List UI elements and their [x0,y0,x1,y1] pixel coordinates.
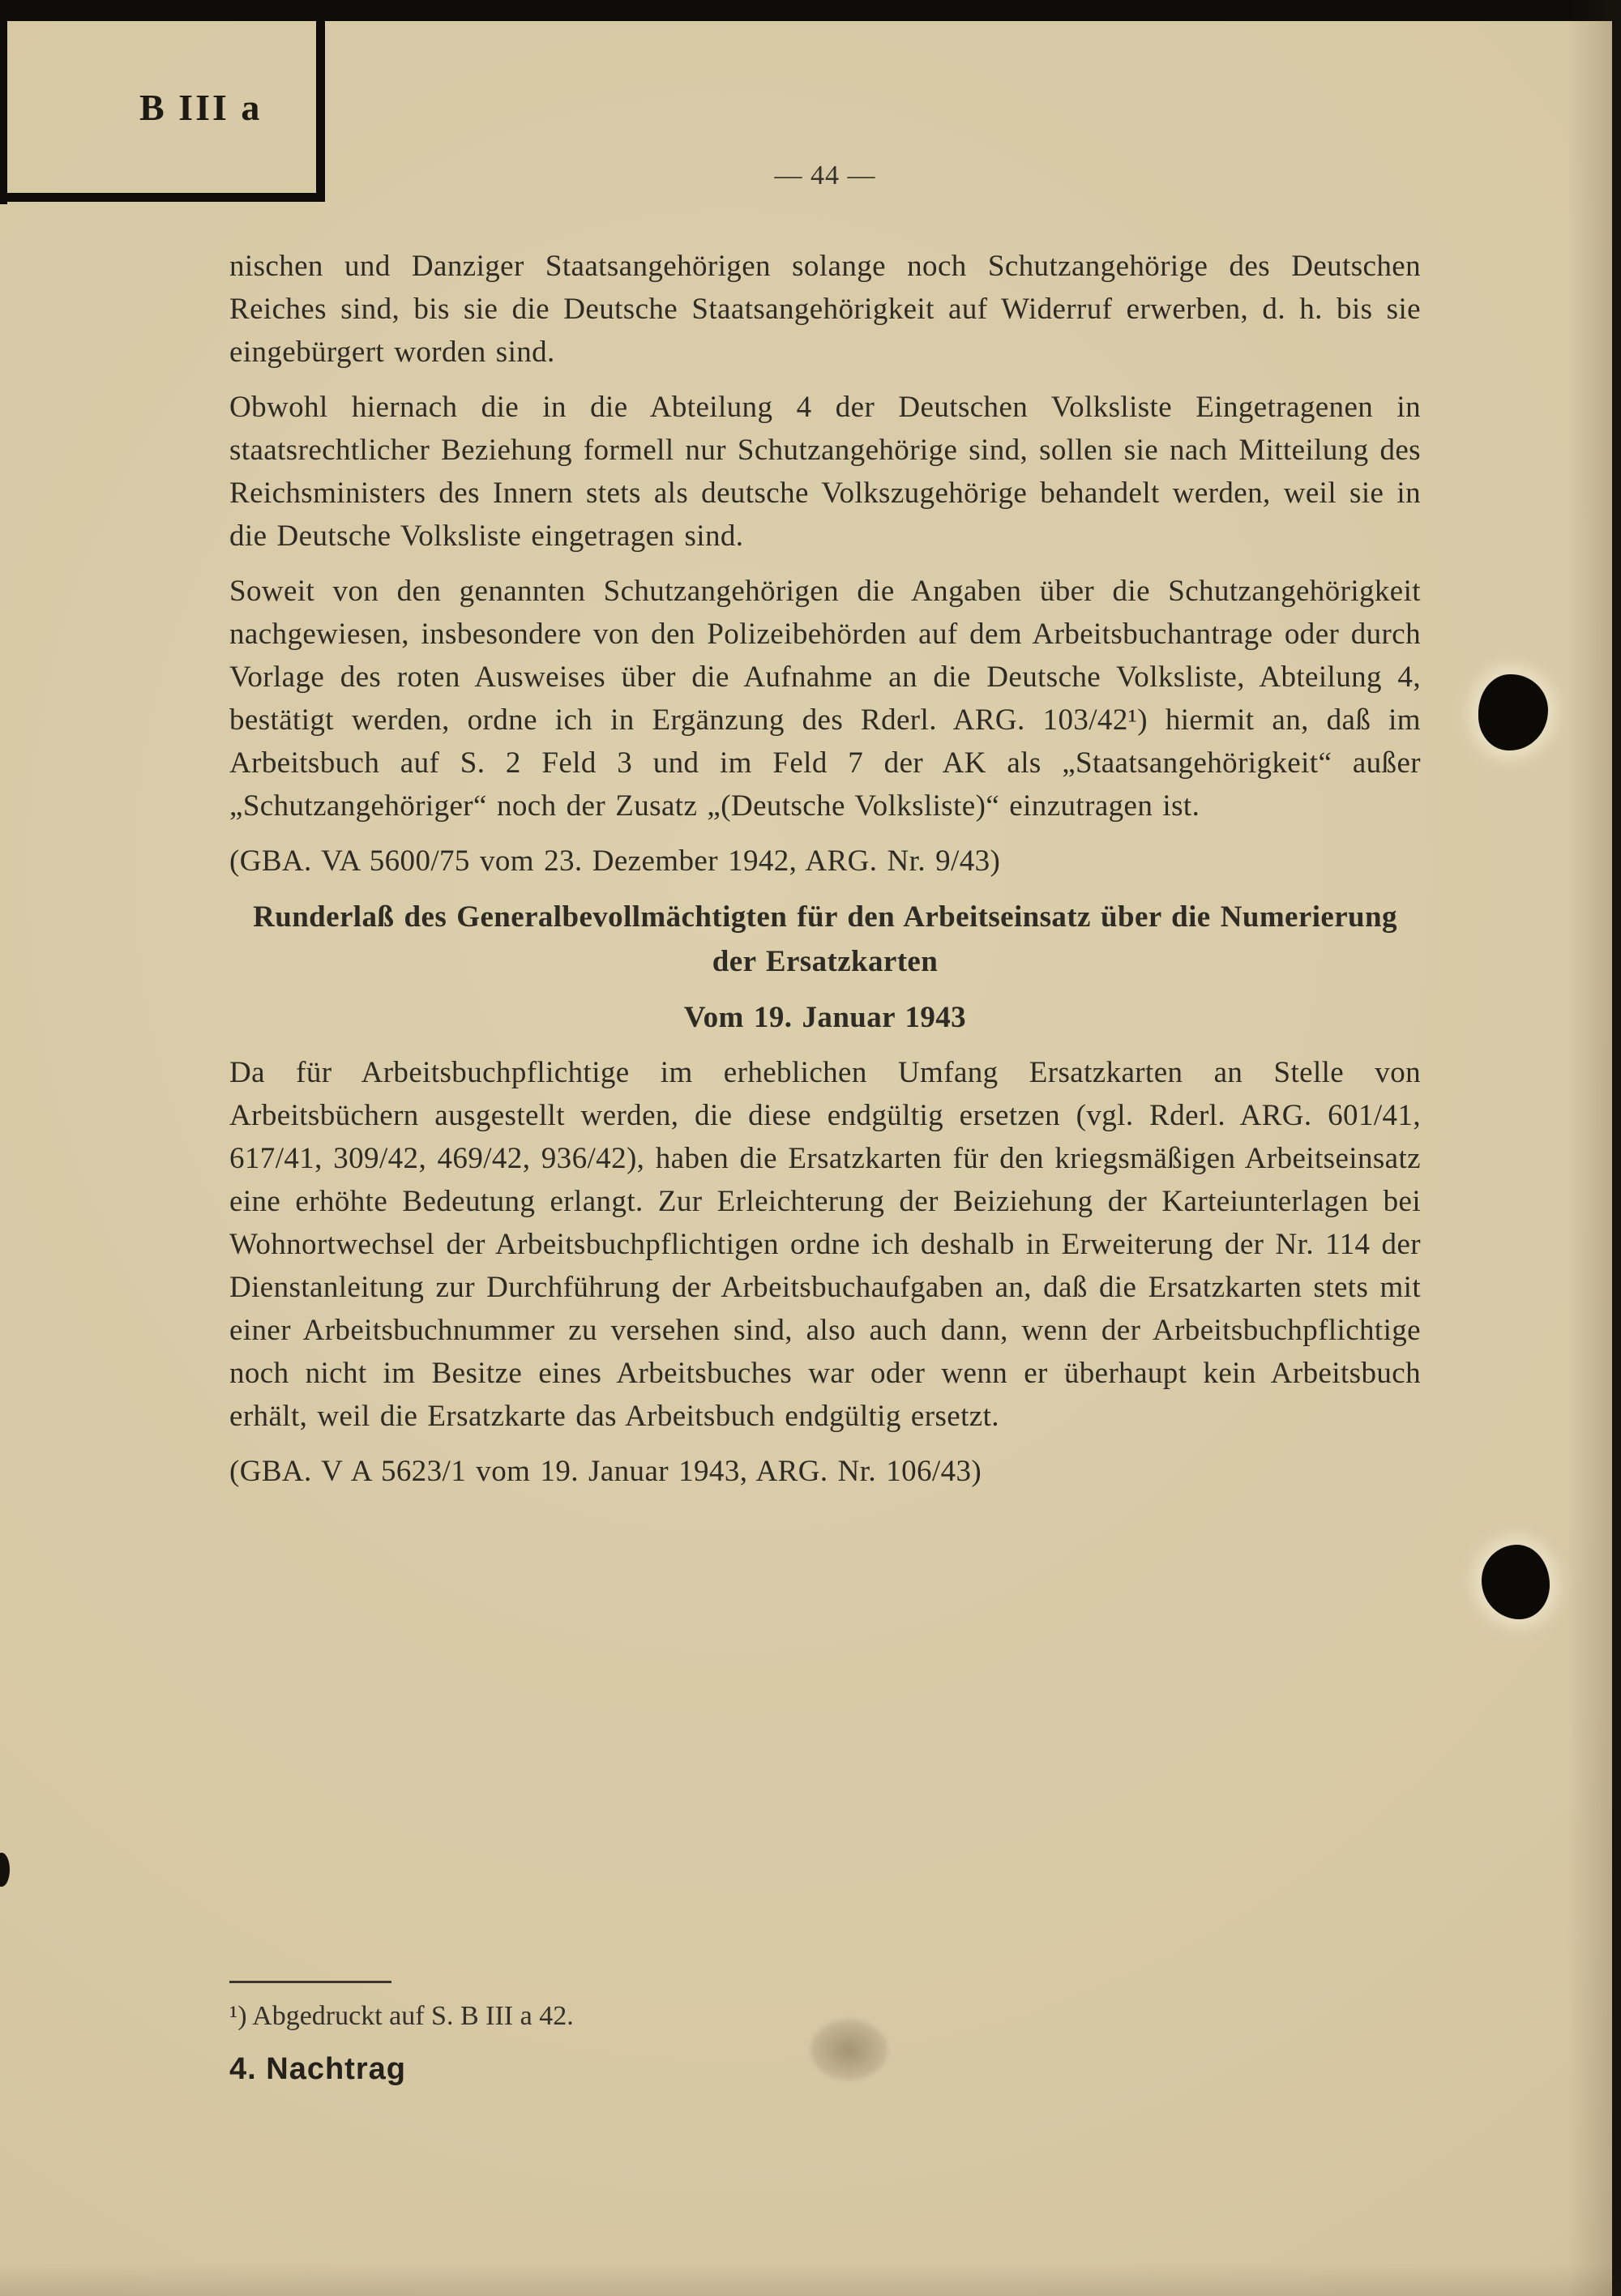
left-edge-mark [0,1853,10,1887]
scan-bottom-shading [0,2264,1621,2296]
footnote-rule [229,1981,391,1983]
footnote-block [229,1981,1421,2032]
punch-hole-top [1478,674,1548,750]
citation-2: (GBA. V A 5623/1 vom 19. Januar 1943, ARG. Nr. 106/43) [229,1455,982,1488]
section-tab-label: B III a [139,86,263,128]
citation-1: (GBA. VA 5600/75 vom 23. Dezember 1942, ARG. Nr. 9/43) [229,844,1001,878]
paragraph-3: Soweit von den genannten Schutzangehörigen die Angaben über die Schutzangehörigkeit nachgewiesen, insbesondere von den Polizeibehörden auf dem Arbeitsbuchantrage oder durch Vorlage des roten Ausweises über die Aufnahme an die Deutsche Volksliste, Abteilung 4, bestätigt werden, ordne ich in Ergänzung des Rderl. ARG. 103/42¹) hiermit an, daß im Arbeitsbuch auf S. 2 Feld 3 und im Feld 7 der AK als „Staatsangehörigkeit“ außer „Schutzangehöriger“ noch der Zusatz „(Deutsche Volksliste)“ einzutragen ist. [229,575,1421,823]
smudge-stain [810,2020,887,2080]
body-text [229,245,1421,1505]
paragraph-4: Da für Arbeitsbuchpflichtige im erheblichen Umfang Ersatzkarten an Stelle von Arbeitsbüchern ausgestellt werden, die diese endgültig ersetzen (vgl. Rderl. ARG. 601/41, 617/41, 309/42, 469/42, 936/42), haben die Ersatzkarten für den kriegsmäßigen Arbeitseinsatz eine erhöhte Bedeutung erlangt. Zur Erleichterung der Beiziehung der Karteiunterlagen bei Wohnortwechsel der Arbeitsbuchpflichtigen ordne ich deshalb in Erweiterung der Nr. 114 der Dienstanleitung zur Durchführung der Arbeitsbuchaufgaben an, daß die Ersatzkarten stets mit einer Arbeitsbuchnummer zu versehen sind, also auch dann, wenn der Arbeitsbuchpflichtige noch nicht im Besitze eines Arbeitsbuches war oder wenn er überhaupt kein Arbeitsbuch erhält, weil die Ersatzkarte das Arbeitsbuch endgültig ersetzt. [229,1056,1421,1433]
paragraph-2: Obwohl hiernach die in die Abteilung 4 der Deutschen Volksliste Eingetragenen in staatsrechtlicher Beziehung formell nur Schutzangehörige sind, sollen sie nach Mitteilung des Reichsministers des Innern stets als deutsche Volkszugehörige behandelt werden, weil sie in die Deutsche Volksliste eingetragen sind. [229,391,1421,553]
punch-hole-bottom [1482,1545,1550,1619]
decree-heading: Runderlaß des Generalbevollmächtigten für den Arbeitseinsatz über die Numerierung der Ersatzkarten [253,900,1397,978]
decree-date: Vom 19. Januar 1943 [683,1001,967,1034]
footnote-text: ¹) Abgedruckt auf S. B III a 42. [229,2001,574,2031]
footer-label: 4. Nachtrag [229,2052,406,2086]
page-number: — 44 — [774,160,876,190]
paragraph-1: nischen und Danziger Staatsangehörigen solange noch Schutzangehörige des Deutschen Reiches sind, bis sie die Deutsche Staatsangehörigkeit auf Widerruf erwerben, d. h. bis sie eingebürgert worden sind. [229,250,1421,369]
scan-right-shading [1568,0,1612,2296]
scan-right-edge [1612,0,1621,2296]
scan-top-edge [0,0,1621,21]
